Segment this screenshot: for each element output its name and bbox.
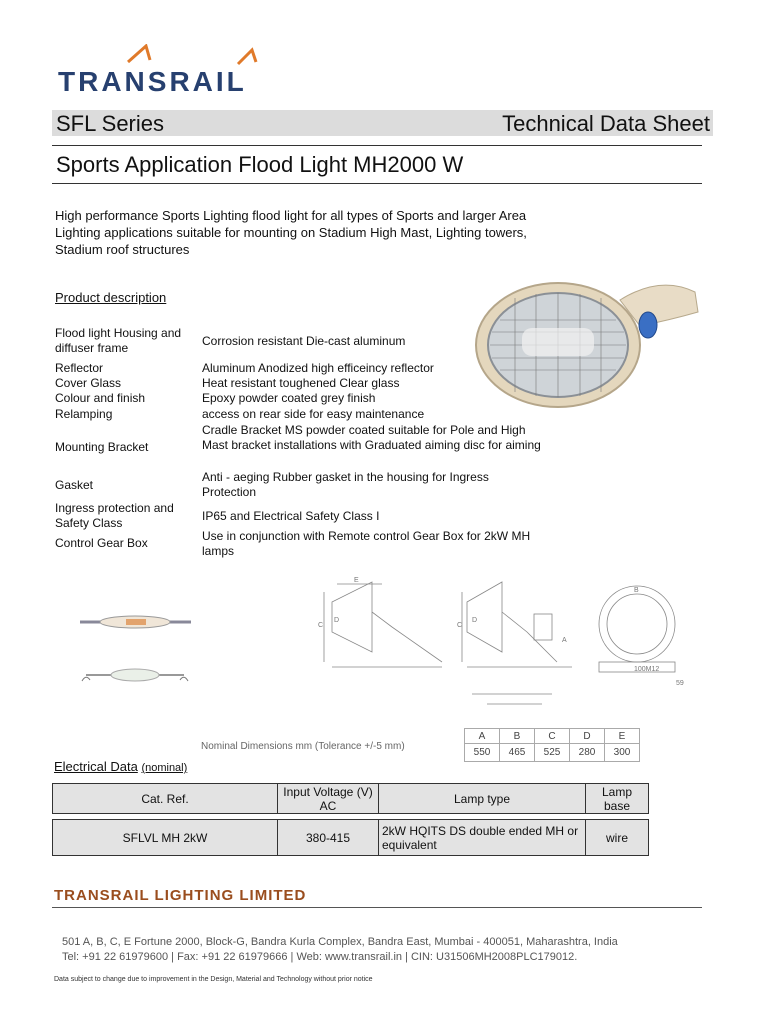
title-divider xyxy=(52,183,702,184)
footer-divider xyxy=(52,907,702,908)
sheet-type-title: Technical Data Sheet xyxy=(502,111,710,136)
table-cell: 380-415 xyxy=(278,820,379,856)
table-cell: 300 xyxy=(605,744,640,762)
table-row xyxy=(465,744,640,762)
table-cell: B xyxy=(500,729,535,744)
drawing-label: E xyxy=(354,577,359,584)
spec-value: Cradle Bracket MS powder coated suitable for Pole and High Mast bracket installations with Graduated aiming disc for aiming xyxy=(202,423,541,452)
spec-row xyxy=(55,470,545,502)
nominal-dimensions-note: Nominal Dimensions mm (Tolerance +/-5 mm) xyxy=(201,741,405,752)
drawing-label: A xyxy=(562,637,567,644)
drawing-label: D xyxy=(334,617,340,624)
table-cell: A xyxy=(465,729,500,744)
spec-label: Cover Glass xyxy=(55,376,122,390)
spec-label: Mounting Bracket xyxy=(55,440,149,454)
spec-row xyxy=(55,423,545,469)
logo-text: TRANSRAIL xyxy=(58,66,247,97)
table-header-cell: Input Voltage (V) AC xyxy=(278,784,379,814)
dimensions-table xyxy=(464,728,640,762)
footer-company-name: TRANSRAIL LIGHTING LIMITED xyxy=(54,887,307,904)
spec-label: Gasket xyxy=(55,478,94,492)
lamp-image-1 xyxy=(78,608,193,636)
disclaimer: Data subject to change due to improvement in the Design, Material and Technology without prior notice xyxy=(54,976,373,983)
table-cell: 465 xyxy=(500,744,535,762)
electrical-title: Electrical Data xyxy=(54,759,138,774)
drawing-label: D xyxy=(472,617,478,624)
dimension-drawing xyxy=(312,572,696,722)
product-title: Sports Application Flood Light MH2000 W xyxy=(56,152,464,177)
spec-label: Relamping xyxy=(55,407,113,421)
electrical-data-heading xyxy=(54,759,187,774)
table-cell: 525 xyxy=(535,744,570,762)
company-logo xyxy=(58,44,278,100)
contact-line: Tel: +91 22 61979600 | Fax: +91 22 61979666 | Web: www.transrail.in | CIN: U31506MH2008PLC179012. xyxy=(62,951,578,963)
table-cell: D xyxy=(570,729,605,744)
spec-value: Heat resistant toughened Clear glass xyxy=(202,376,400,390)
table-cell: SFLVL MH 2kW xyxy=(53,820,278,856)
table-cell: 280 xyxy=(570,744,605,762)
drawing-label: 59 xyxy=(676,680,684,687)
floodlight-photo xyxy=(470,270,702,415)
spec-value: Epoxy powder coated grey finish xyxy=(202,391,376,405)
spec-value: access on rear side for easy maintenance xyxy=(202,407,425,421)
table-cell: 550 xyxy=(465,744,500,762)
table-header-cell: Lamp type xyxy=(379,784,586,814)
spec-label: Colour and finish xyxy=(55,391,146,405)
spec-value: Anti - aeging Rubber gasket in the housing for Ingress Protection xyxy=(202,470,489,499)
table-cell: E xyxy=(605,729,640,744)
spec-label: Reflector xyxy=(55,361,104,375)
product-description-heading: Product description xyxy=(55,290,167,305)
electrical-title-suffix: (nominal) xyxy=(141,762,188,774)
table-cell: wire xyxy=(586,820,649,856)
intro-paragraph: High performance Sports Lighting flood light for all types of Sports and larger Area Lighting applications suitable for mounting on Stadium High Mast, Lighting towers, Stadium roof structures xyxy=(55,208,527,257)
drawing-label: C xyxy=(318,622,324,629)
table-cell: C xyxy=(535,729,570,744)
spec-row xyxy=(55,529,545,561)
table-cell: 2kW HQITS DS double ended MH or equivalent xyxy=(379,820,586,856)
address-line: 501 A, B, C, E Fortune 2000, Block-G, Bandra Kurla Complex, Bandra East, Mumbai - 400051, Maharashtra, India xyxy=(62,936,618,948)
table-row xyxy=(53,820,649,856)
spec-value: IP65 and Electrical Safety Class I xyxy=(202,509,380,523)
series-title: SFL Series xyxy=(56,111,165,136)
table-header-row xyxy=(53,784,649,814)
spec-value: Corrosion resistant Die-cast aluminum xyxy=(202,334,406,348)
table-header-cell: Lamp base xyxy=(586,784,649,814)
electrical-data-table xyxy=(52,783,649,856)
drawing-label: B xyxy=(634,587,639,594)
spec-value: Use in conjunction with Remote control Gear Box for 2kW MH lamps xyxy=(202,529,531,558)
lamp-image-2 xyxy=(80,664,190,686)
spec-label: Ingress protection and Safety Class xyxy=(55,501,174,530)
table-row xyxy=(465,729,640,744)
spec-label: Control Gear Box xyxy=(55,536,148,550)
drawing-label: 100M12 xyxy=(634,666,660,673)
footer-address xyxy=(62,935,618,965)
header-divider xyxy=(52,145,702,146)
drawing-label: C xyxy=(457,622,463,629)
table-header-cell: Cat. Ref. xyxy=(53,784,278,814)
spec-label: Flood light Housing and diffuser frame xyxy=(55,326,182,355)
spec-value: Aluminum Anodized high efficeincy reflector xyxy=(202,361,434,375)
